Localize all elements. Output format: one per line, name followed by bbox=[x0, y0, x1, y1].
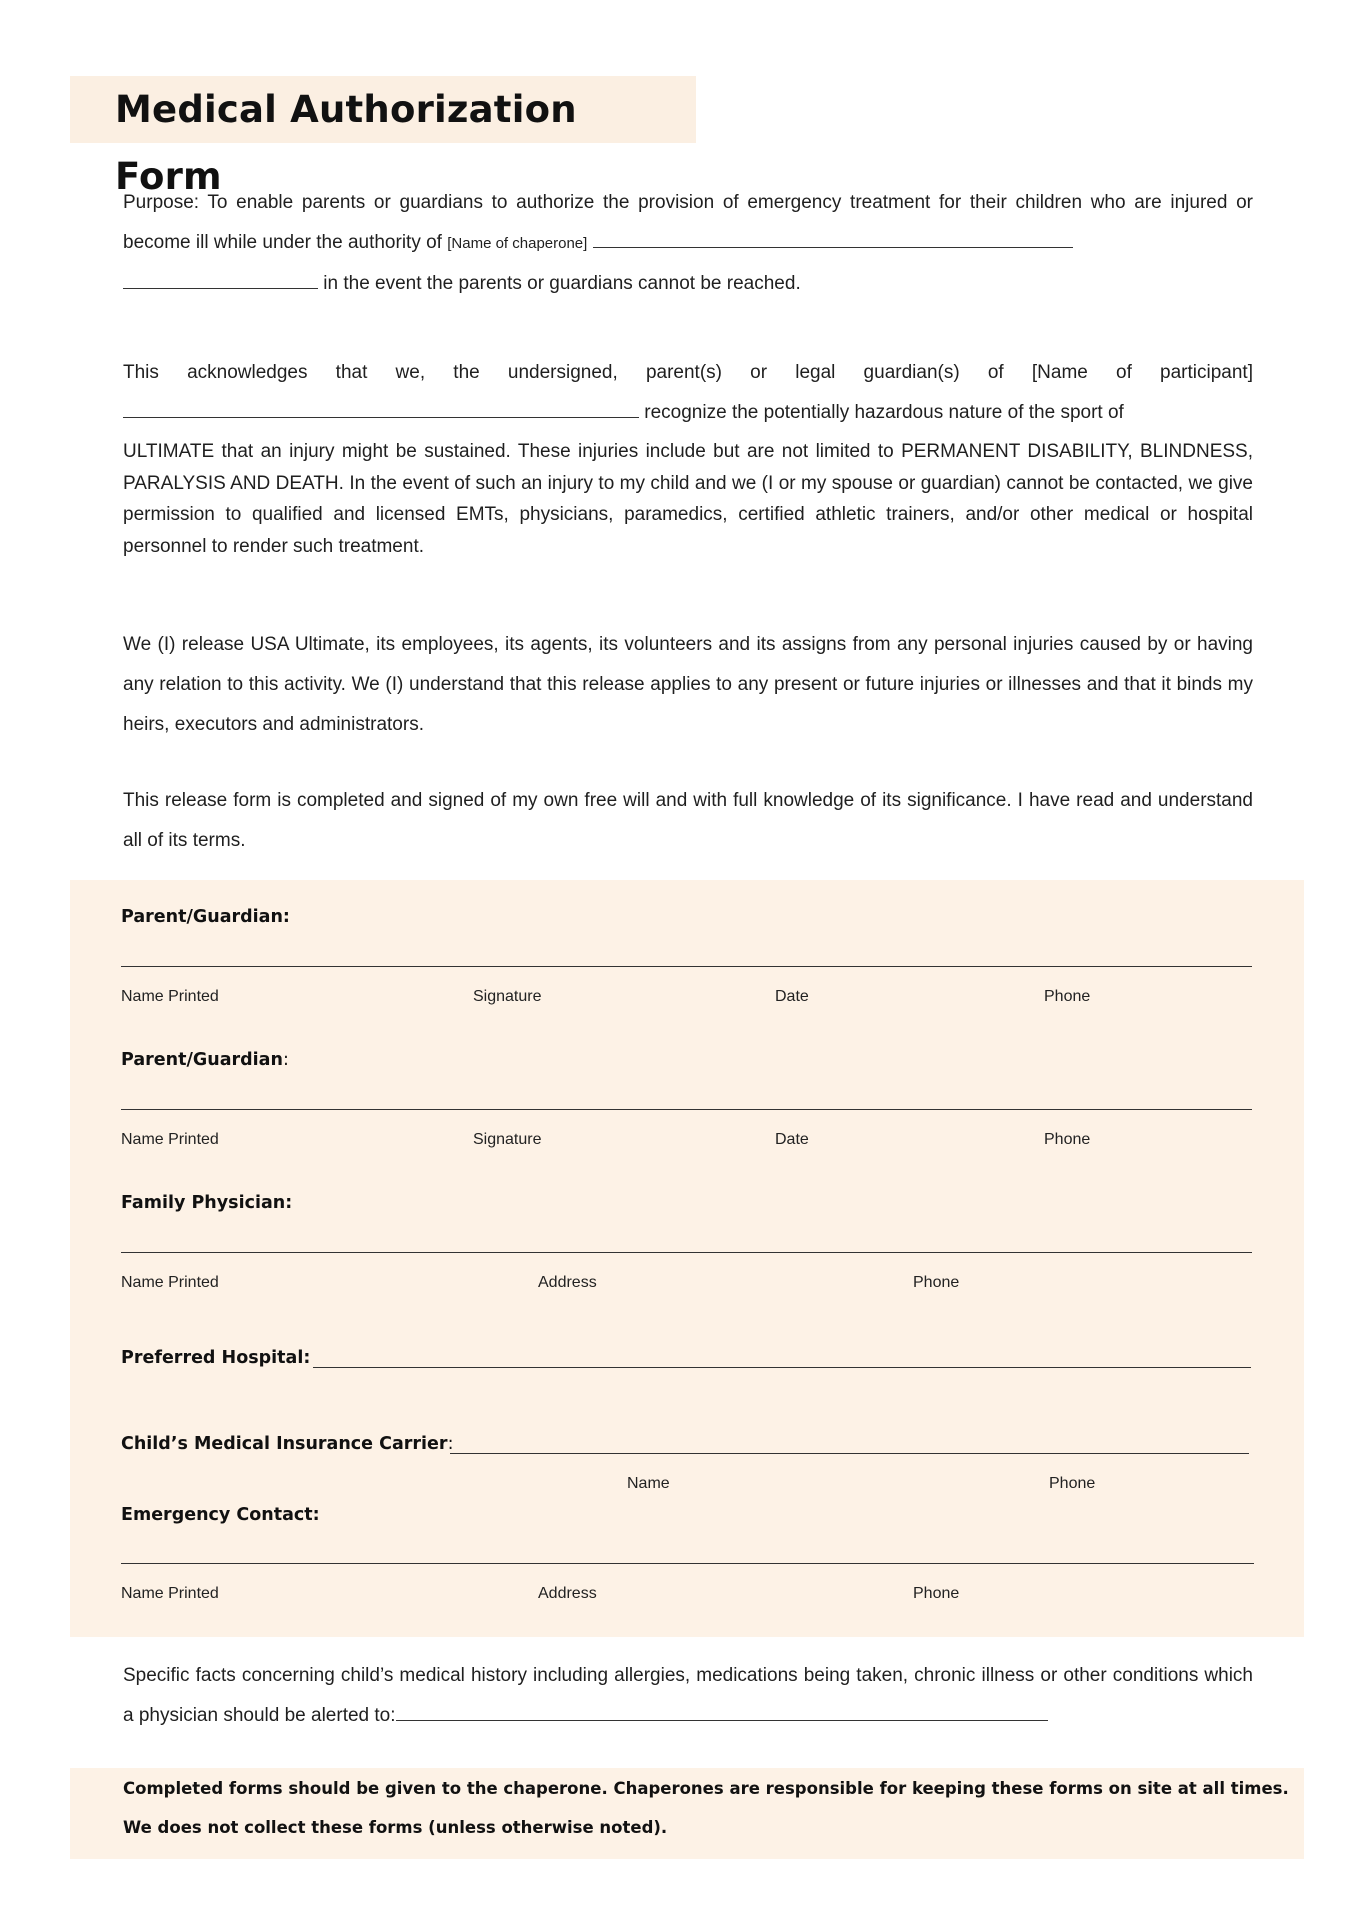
preferred-hospital-label: Preferred Hospital: bbox=[121, 1348, 311, 1368]
purpose-text-2: in the event the parents or guardians cannot be reached. bbox=[318, 273, 801, 294]
caption-phone: Phone bbox=[1049, 1475, 1096, 1492]
insurance-carrier-label: Child’s Medical Insurance Carrier: bbox=[121, 1434, 454, 1454]
preferred-hospital-line[interactable] bbox=[313, 1367, 1251, 1368]
acknowledgement-intro bbox=[123, 353, 1253, 433]
title-banner bbox=[70, 76, 696, 198]
caption-name-printed: Name Printed bbox=[121, 1131, 219, 1148]
chaperone-name-blank[interactable] bbox=[593, 229, 1073, 248]
caption-phone: Phone bbox=[1044, 1131, 1091, 1148]
caption-name-printed: Name Printed bbox=[121, 1274, 219, 1291]
signature-panel bbox=[70, 880, 1304, 1637]
caption-phone: Phone bbox=[913, 1274, 960, 1291]
parent-guardian-1-label: Parent/Guardian: bbox=[121, 907, 290, 927]
instruction-line-2: We does not collect these forms (unless otherwise noted). bbox=[123, 1818, 668, 1837]
participant-name-blank[interactable] bbox=[123, 399, 639, 418]
insurance-carrier-line[interactable] bbox=[450, 1453, 1249, 1454]
caption-signature: Signature bbox=[473, 988, 542, 1005]
parent-guardian-2-label: Parent/Guardian: bbox=[121, 1050, 289, 1070]
caption-name: Name bbox=[627, 1475, 670, 1492]
caption-name-printed: Name Printed bbox=[121, 988, 219, 1005]
purpose-paragraph bbox=[123, 183, 1253, 304]
purpose-text-1: Purpose: To enable parents or guardians to authorize the provision of emergency treatment for their children who are injured or become ill while under the authority of bbox=[123, 192, 1253, 253]
medical-history-paragraph bbox=[123, 1656, 1253, 1736]
caption-date: Date bbox=[775, 988, 809, 1005]
caption-address: Address bbox=[538, 1274, 597, 1291]
caption-phone: Phone bbox=[1044, 988, 1091, 1005]
emergency-contact-label: Emergency Contact: bbox=[121, 1505, 320, 1525]
parent-guardian-2-line[interactable] bbox=[121, 1109, 1252, 1110]
family-physician-line[interactable] bbox=[121, 1252, 1252, 1253]
consent-paragraph: This release form is completed and signed of my own free will and with full knowledge of its significance. I have read and understand all of its terms. bbox=[123, 790, 1253, 851]
caption-signature: Signature bbox=[473, 1131, 542, 1148]
medical-history-blank[interactable] bbox=[396, 1702, 1048, 1721]
caption-date: Date bbox=[775, 1131, 809, 1148]
family-physician-label: Family Physician: bbox=[121, 1193, 293, 1213]
ack-text-2: recognize the potentially hazardous nature of the sport of bbox=[639, 402, 1124, 423]
chaperone-hint: [Name of chaperone] bbox=[447, 235, 588, 252]
ack-text-1: This acknowledges that we, the undersigned, parent(s) or legal guardian(s) of [Name of participant] bbox=[123, 362, 1253, 383]
release-paragraph: We (I) release USA Ultimate, its employees, its agents, its volunteers and its assigns from any personal injuries caused by or having any relation to this activity. We (I) understand that this release applies to any present or future injuries or illnesses and that it binds my heirs, executors and administrators. bbox=[123, 634, 1253, 735]
acknowledgement-body: ULTIMATE that an injury might be sustained. These injuries include but are not limited to PERMANENT DISABILITY, BLINDNESS, PARALYSIS AND DEATH. In the event of such an injury to my child and we (I or my spouse or guardian) cannot be contacted, we give permission to qualified and licensed EMTs, physicians, paramedics, certified athletic trainers, and/or other medical or hospital personnel to render such treatment. bbox=[123, 441, 1253, 557]
page-title: Medical Authorization Form bbox=[115, 88, 577, 198]
instructions-banner bbox=[70, 1768, 1304, 1859]
parent-guardian-1-line[interactable] bbox=[121, 966, 1252, 967]
chaperone-name-blank-cont[interactable] bbox=[123, 270, 318, 289]
instruction-line-1: Completed forms should be given to the chaperone. Chaperones are responsible for keeping these forms on site at all times. bbox=[123, 1779, 1289, 1798]
caption-address: Address bbox=[538, 1585, 597, 1602]
emergency-contact-line[interactable] bbox=[121, 1563, 1254, 1564]
caption-phone: Phone bbox=[913, 1585, 960, 1602]
medical-history-text: Specific facts concerning child’s medical history including allergies, medications being taken, chronic illness or other conditions which a physician should be alerted to: bbox=[123, 1665, 1253, 1726]
caption-name-printed: Name Printed bbox=[121, 1585, 219, 1602]
